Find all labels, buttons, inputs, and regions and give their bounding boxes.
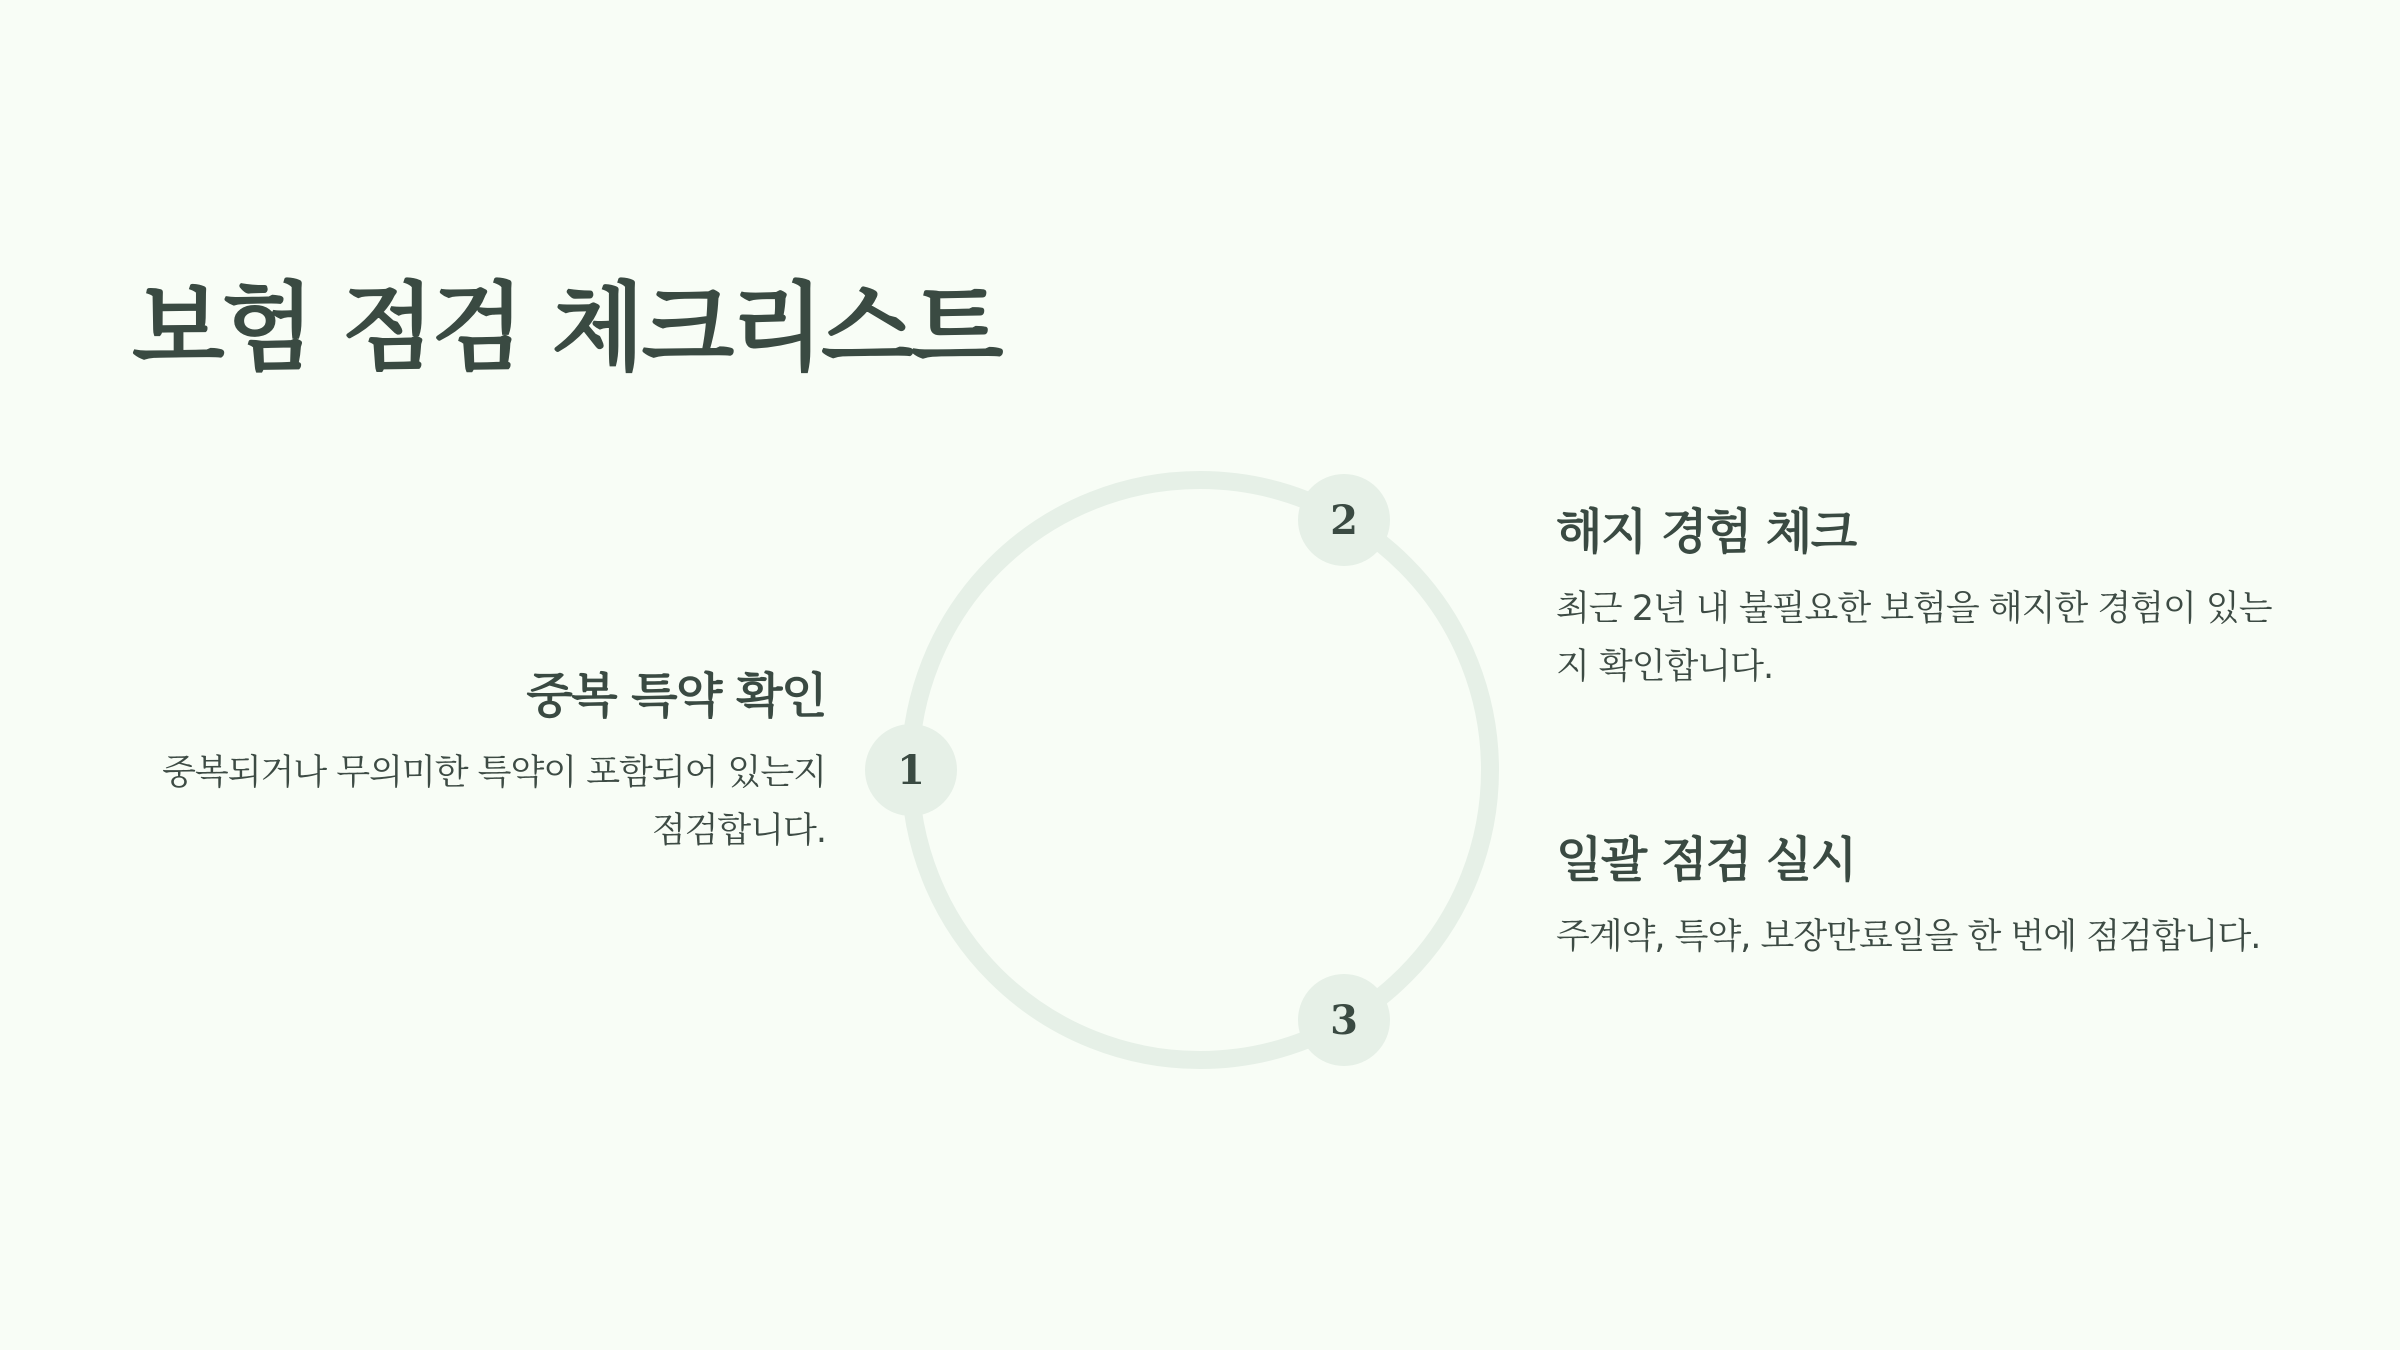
step-2-heading: 해지 경험 체크 <box>1556 504 1856 560</box>
step-node-2-number: 2 <box>1330 497 1358 544</box>
step-3-heading: 일괄 점검 실시 <box>1556 832 1856 888</box>
step-1-heading: 중복 특약 확인 <box>526 668 826 724</box>
page-title: 보험 점검 체크리스트 <box>132 272 1001 384</box>
step-item-1 <box>120 666 826 860</box>
step-node-2 <box>1298 474 1390 566</box>
step-node-1-number: 1 <box>897 747 925 794</box>
cycle-ring <box>910 480 1490 1060</box>
step-3-description: 주계약, 특약, 보장만료일을 한 번에 점검합니다. <box>1556 917 2261 957</box>
step-node-1 <box>865 724 957 816</box>
step-node-3-number: 3 <box>1330 997 1358 1044</box>
step-item-3 <box>1556 830 2276 966</box>
step-2-description: 최근 2년 내 불필요한 보험을 해지한 경험이 있는지 확인합니다. <box>1556 589 2272 687</box>
step-node-3 <box>1298 974 1390 1066</box>
step-1-description: 중복되거나 무의미한 특약이 포함되어 있는지 점검합니다. <box>162 753 826 851</box>
step-item-2 <box>1556 502 2276 696</box>
